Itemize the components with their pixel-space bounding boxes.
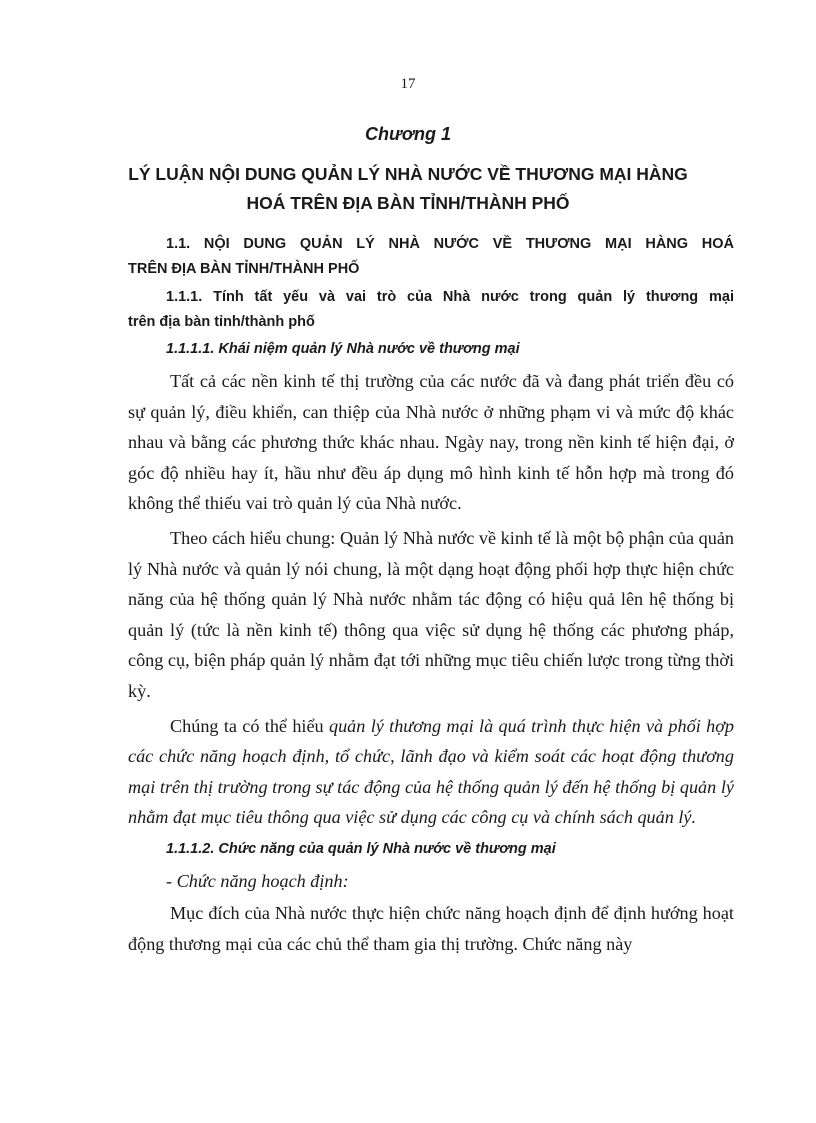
section-1-1-heading: 1.1. NỘI DUNG QUẢN LÝ NHÀ NƯỚC VỀ THƯƠNG MẠI HÀNG HOÁ xyxy=(166,236,734,252)
section-1-1-heading-continued: TRÊN ĐỊA BÀN TỈNH/THÀNH PHỐ xyxy=(128,261,360,277)
paragraph-1: Tất cả các nền kinh tế thị trường của các nước đã và đang phát triển đều có sự quản lý, điều khiển, can thiệp của Nhà nước ở những phạm vi và mức độ khác nhau và bằng các phương thức khác nhau. Ngày nay, trong nền kinh tế hiện đại, ở góc độ nhiều hay ít, hầu như đều áp dụng mô hình kinh tế hỗn hợp mà trong đó không thể thiếu vai trò quản lý của Nhà nước. xyxy=(128,371,734,514)
paragraph-4: Mục đích của Nhà nước thực hiện chức năng hoạch định để định hướng hoạt động thương mại của các chủ thể tham gia thị trường. Chức năng này xyxy=(128,902,734,954)
page-content xyxy=(128,232,734,963)
function-label: - Chức năng hoạch định: xyxy=(166,870,349,891)
paragraph-3-definition: quản lý thương mại là quá trình thực hiện và phối hợp các chức năng hoạch định, tổ chức, lãnh đạo và kiểm soát các hoạt động thương mại trên thị trường trong sự tác động của hệ thống quản lý đến hệ thống bị quản lý nhằm đạt mục tiêu thông qua việc sử dụng các công cụ và chính sách quản lý. xyxy=(128,715,734,828)
chapter-label: Chương 1 xyxy=(365,124,451,144)
paragraph-3-lead: Chúng ta có thể hiểu xyxy=(170,715,329,736)
chapter-title: LÝ LUẬN NỘI DUNG QUẢN LÝ NHÀ NƯỚC VỀ THƯƠNG MẠI HÀNG HOÁ TRÊN ĐỊA BÀN TỈNH/THÀNH PHỐ xyxy=(128,164,688,213)
paragraph-3 xyxy=(128,711,734,833)
section-1-1-1-2-heading: 1.1.1.2. Chức năng của quản lý Nhà nước về thương mại xyxy=(166,840,556,857)
page-number: 17 xyxy=(400,76,416,92)
section-1-1-1-1-heading: 1.1.1.1. Khái niệm quản lý Nhà nước về thương mại xyxy=(166,341,520,357)
section-1-1-1-heading: 1.1.1. Tính tất yếu và vai trò của Nhà nước trong quản lý thương mại xyxy=(166,289,734,305)
paragraph-2: Theo cách hiểu chung: Quản lý Nhà nước về kinh tế là một bộ phận của quản lý Nhà nước và quản lý nói chung, là một dạng hoạt động phối hợp thực hiện chức năng của hệ thống quản lý Nhà nước nhằm tác động có hiệu quả lên hệ thống bị quản lý (tức là nền kinh tế) thông qua việc sử dụng hệ thống các phương pháp, công cụ, biện pháp quản lý nhằm đạt tới những mục tiêu chiến lược trong từng thời kỳ. xyxy=(128,527,734,701)
section-1-1-1-heading-continued: trên địa bàn tỉnh/thành phố xyxy=(128,314,315,330)
